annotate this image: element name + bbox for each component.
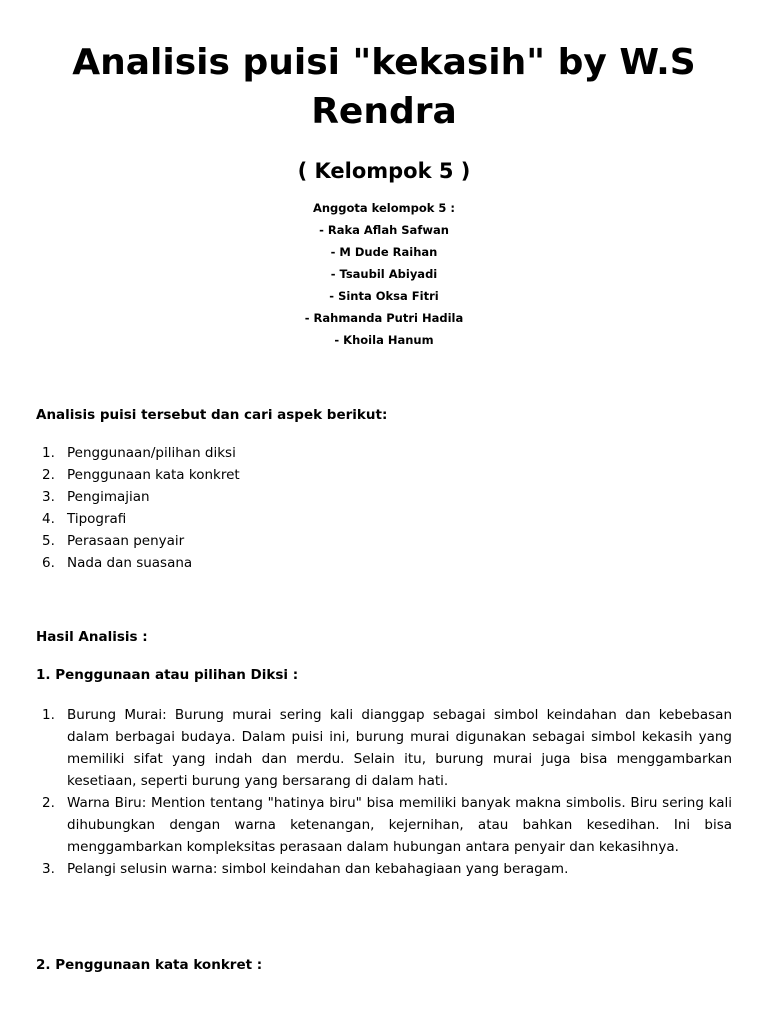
list-text: Tipografi xyxy=(67,511,127,527)
section2-heading: 2. Penggunaan kata konkret : xyxy=(36,957,263,973)
aspect-list xyxy=(36,442,732,574)
section1-heading: 1. Penggunaan atau pilihan Diksi : xyxy=(36,667,299,683)
members-heading: Anggota kelompok 5 : xyxy=(312,201,456,215)
member-item: - Khoila Hanum xyxy=(334,333,434,347)
member-item: - Tsaubil Abiyadi xyxy=(330,267,438,281)
list-text: Penggunaan/pilihan diksi xyxy=(67,445,236,461)
list-item xyxy=(36,858,732,880)
list-text: Pelangi selusin warna: simbol keindahan dan kebahagiaan yang beragam. xyxy=(67,861,569,877)
group-subtitle: ( Kelompok 5 ) xyxy=(297,159,471,183)
diksi-list xyxy=(36,704,732,880)
member-item: - M Dude Raihan xyxy=(330,245,438,259)
results-heading: Hasil Analisis : xyxy=(36,629,148,645)
member-item: - Rahmanda Putri Hadila xyxy=(304,311,464,325)
list-item xyxy=(36,442,732,464)
list-number: 2. xyxy=(42,795,55,811)
list-text: Nada dan suasana xyxy=(67,555,193,571)
list-item xyxy=(36,464,732,486)
task-heading: Analisis puisi tersebut dan cari aspek berikut: xyxy=(36,407,388,423)
list-item xyxy=(36,486,732,508)
list-text: Perasaan penyair xyxy=(67,533,185,549)
list-number: 1. xyxy=(42,445,55,461)
list-item xyxy=(36,530,732,552)
list-number: 6. xyxy=(42,555,55,571)
member-item: - Raka Aflah Safwan xyxy=(319,223,449,237)
list-text: Pengimajian xyxy=(67,489,150,505)
list-number: 4. xyxy=(42,511,55,527)
list-number: 1. xyxy=(42,707,55,723)
list-text: Burung Murai: Burung murai sering kali dianggap sebagai simbol keindahan dan kebebasan dalam berbagai budaya. Dalam puisi ini, burung murai digunakan sebagai simbol kekasih yang memiliki sifat yang indah dan merdu. Selain itu, burung murai juga bisa menggambarkan kesetiaan, seperti burung yang bersarang di dalam hati. xyxy=(67,707,732,789)
list-item xyxy=(36,792,732,858)
member-item: - Sinta Oksa Fitri xyxy=(329,289,439,303)
page-title: Analisis puisi "kekasih" by W.S Rendra xyxy=(72,42,696,132)
list-number: 5. xyxy=(42,533,55,549)
member-list xyxy=(36,197,732,351)
list-number: 3. xyxy=(42,489,55,505)
list-number: 2. xyxy=(42,467,55,483)
list-item xyxy=(36,552,732,574)
list-item xyxy=(36,704,732,792)
list-text: Penggunaan kata konkret xyxy=(67,467,240,483)
list-item xyxy=(36,508,732,530)
list-number: 3. xyxy=(42,861,55,877)
list-text: Warna Biru: Mention tentang "hatinya biru" bisa memiliki banyak makna simbolis. Biru sering kali dihubungkan dengan warna ketenangan, kejernihan, atau bahkan kesedihan. Ini bisa menggambarkan kompleksitas perasaan dalam hubungan antara penyair dan kekasihnya. xyxy=(67,795,732,855)
